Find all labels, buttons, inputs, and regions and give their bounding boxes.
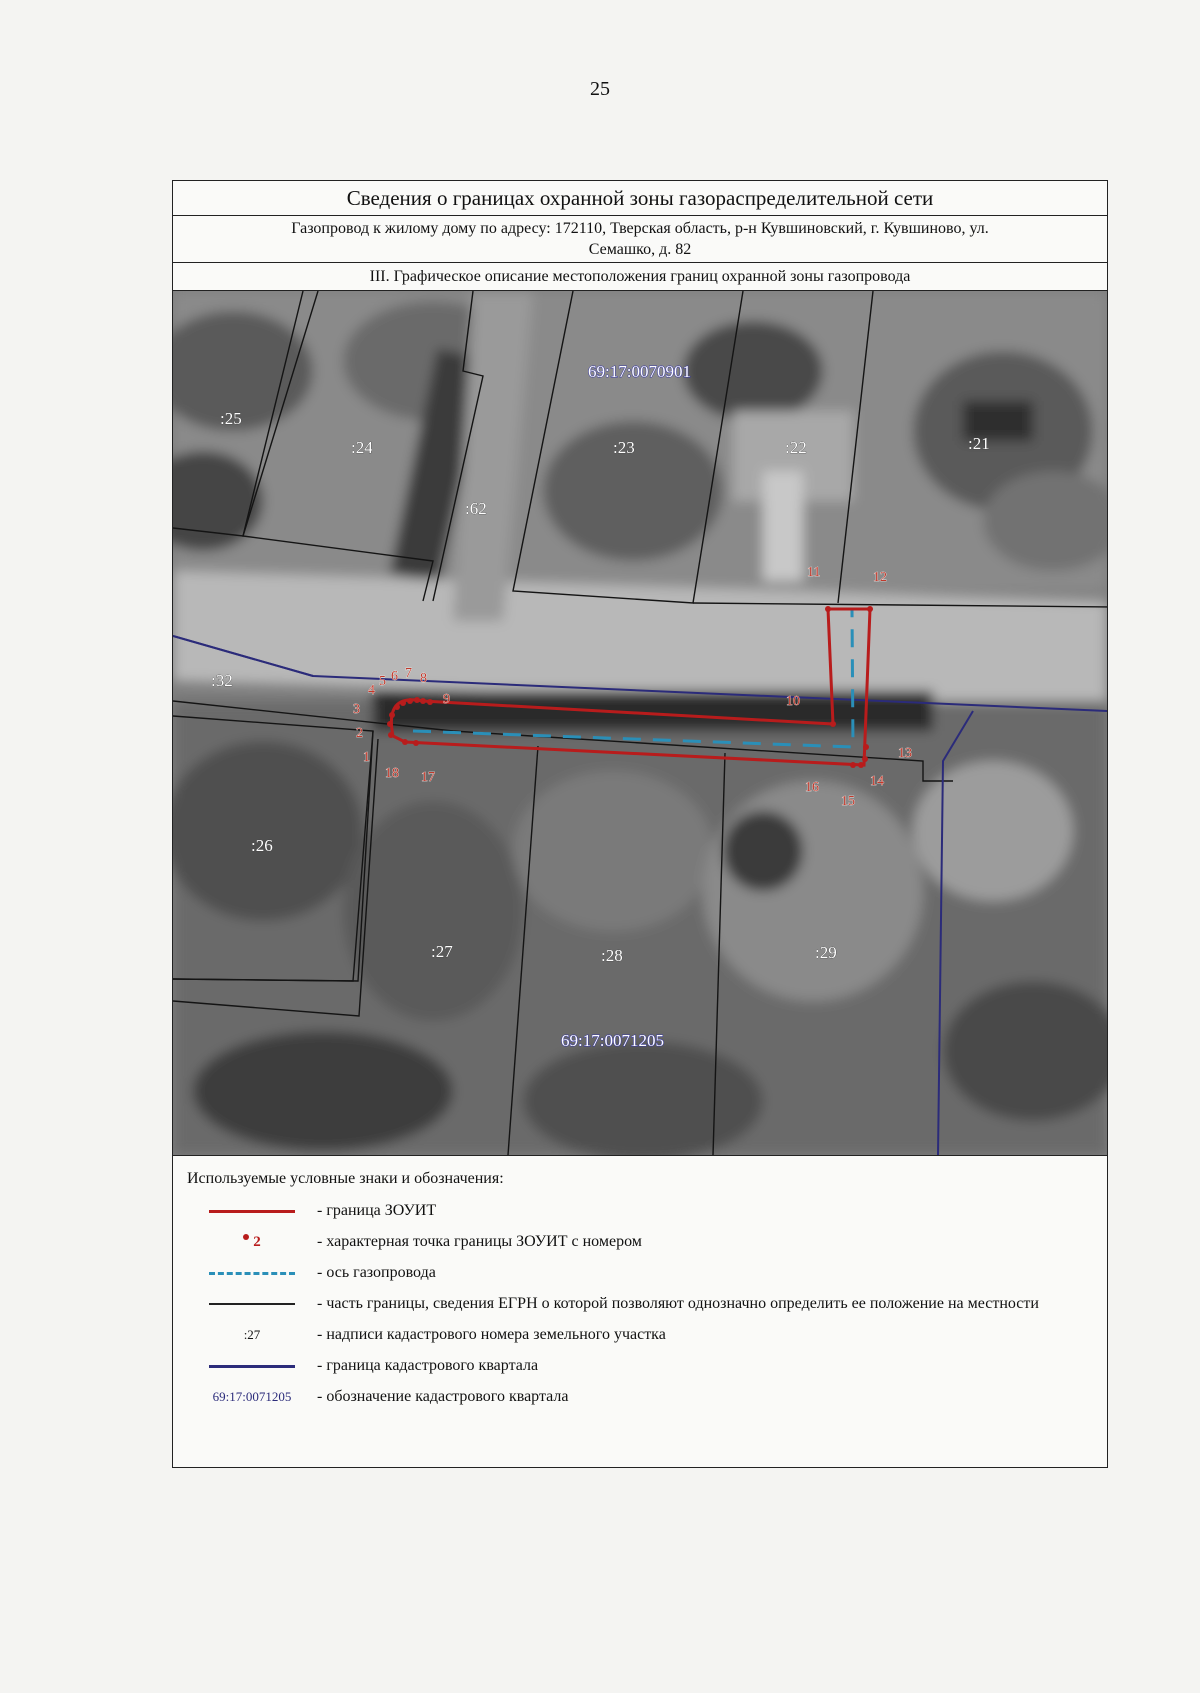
red-line-icon	[187, 1200, 317, 1222]
boundary-point	[850, 762, 856, 768]
parcel-label: :24	[351, 438, 373, 457]
boundary-point	[413, 740, 419, 746]
sheet-title: Сведения о границах охранной зоны газораспределительной сети	[173, 181, 1107, 216]
parcel-label: :27	[431, 942, 453, 961]
legend-item-label: - ось газопровода	[317, 1264, 436, 1281]
point-label: 14	[870, 774, 884, 789]
legend-item-label: - надписи кадастрового номера земельного участка	[317, 1326, 666, 1343]
legend-item-zone-boundary	[187, 1200, 1093, 1222]
navy-line-icon	[187, 1355, 317, 1377]
boundary-point	[407, 698, 413, 704]
object-description-line2: Семашко, д. 82	[588, 241, 692, 258]
legend-item-label: - обозначение кадастрового квартала	[317, 1388, 569, 1405]
legend-item-label: - граница ЗОУИТ	[317, 1202, 437, 1219]
legend-item-pipeline-axis	[187, 1262, 1093, 1284]
boundary-point	[388, 732, 394, 738]
boundary-point	[863, 744, 869, 750]
page-number: 25	[590, 78, 610, 100]
boundary-point	[394, 704, 400, 710]
point-label: 7	[405, 666, 412, 681]
quarter-label: 69:17:0071205	[561, 1031, 664, 1050]
blue-dashed-line-icon	[187, 1262, 317, 1284]
object-description	[173, 216, 1107, 263]
boundary-point	[414, 697, 420, 703]
boundary-point	[402, 739, 408, 745]
point-label: 12	[873, 570, 887, 585]
legend-item-label: - часть границы, сведения ЕГРН о которой позволяют однозначно определить ее положение на местности	[317, 1295, 1039, 1312]
parcel-label: :25	[220, 409, 242, 428]
boundary-point	[830, 721, 836, 727]
legend-item-label: - граница кадастрового квартала	[317, 1357, 539, 1374]
point-sample-number: 2	[253, 1233, 261, 1250]
parcel-label: :62	[465, 499, 487, 518]
legend-item-quarter-boundary	[187, 1355, 1093, 1377]
boundary-point	[867, 606, 873, 612]
parcel-label: :28	[601, 946, 623, 965]
point-label: 10	[786, 694, 800, 709]
red-point-icon	[187, 1231, 317, 1253]
point-label: 4	[368, 683, 375, 698]
boundary-point	[400, 700, 406, 706]
quarter-number-sample: 69:17:0071205	[212, 1389, 292, 1404]
point-label: 17	[421, 770, 435, 785]
map-sheet	[172, 180, 1108, 1468]
legend-item-zone-point	[187, 1231, 1093, 1253]
point-label: 5	[379, 674, 386, 689]
parcel-label: :29	[815, 943, 837, 962]
point-label: 6	[391, 669, 398, 684]
parcel-label: :21	[968, 434, 990, 453]
black-line-icon	[187, 1293, 317, 1315]
point-label: 9	[443, 692, 450, 707]
boundary-point	[420, 698, 426, 704]
point-label: 11	[807, 565, 821, 580]
point-label: 1	[363, 750, 370, 765]
cadastral-map	[173, 291, 1107, 1156]
point-label: 15	[841, 794, 855, 809]
point-label: 8	[420, 671, 427, 686]
parcel-label: :22	[785, 438, 807, 457]
boundary-point	[389, 712, 395, 718]
legend-title: Используемые условные знаки и обозначения:	[187, 1170, 504, 1187]
legend-item-label: - характерная точка границы ЗОУИТ с номером	[317, 1233, 642, 1250]
boundary-point	[387, 721, 393, 727]
point-label: 2	[356, 726, 363, 741]
boundary-point	[427, 699, 433, 705]
map-canvas	[173, 291, 1107, 1155]
parcel-number-sample: :27	[243, 1327, 261, 1342]
point-label: 16	[805, 780, 819, 795]
section-title: III. Графическое описание местоположения границ охранной зоны газопровода	[173, 263, 1107, 291]
quarter-label: 69:17:0070901	[588, 362, 691, 381]
legend-item-parcel-boundary	[187, 1293, 1093, 1315]
boundary-point	[858, 762, 864, 768]
point-label: 3	[353, 702, 360, 717]
boundary-point	[862, 756, 868, 762]
legend-item-parcel-number	[187, 1324, 1093, 1346]
parcel-label: :26	[251, 836, 273, 855]
boundary-point	[825, 606, 831, 612]
legend	[173, 1156, 1107, 1408]
point-label: 13	[898, 746, 912, 761]
parcel-label: :32	[211, 671, 233, 690]
point-label: 18	[385, 766, 399, 781]
object-description-line1: Газопровод к жилому дому по адресу: 172110, Тверская область, р-н Кувшиновский, г. Кувшиново, ул.	[291, 220, 989, 237]
legend-item-quarter-number	[187, 1386, 1093, 1408]
parcel-label: :23	[613, 438, 635, 457]
